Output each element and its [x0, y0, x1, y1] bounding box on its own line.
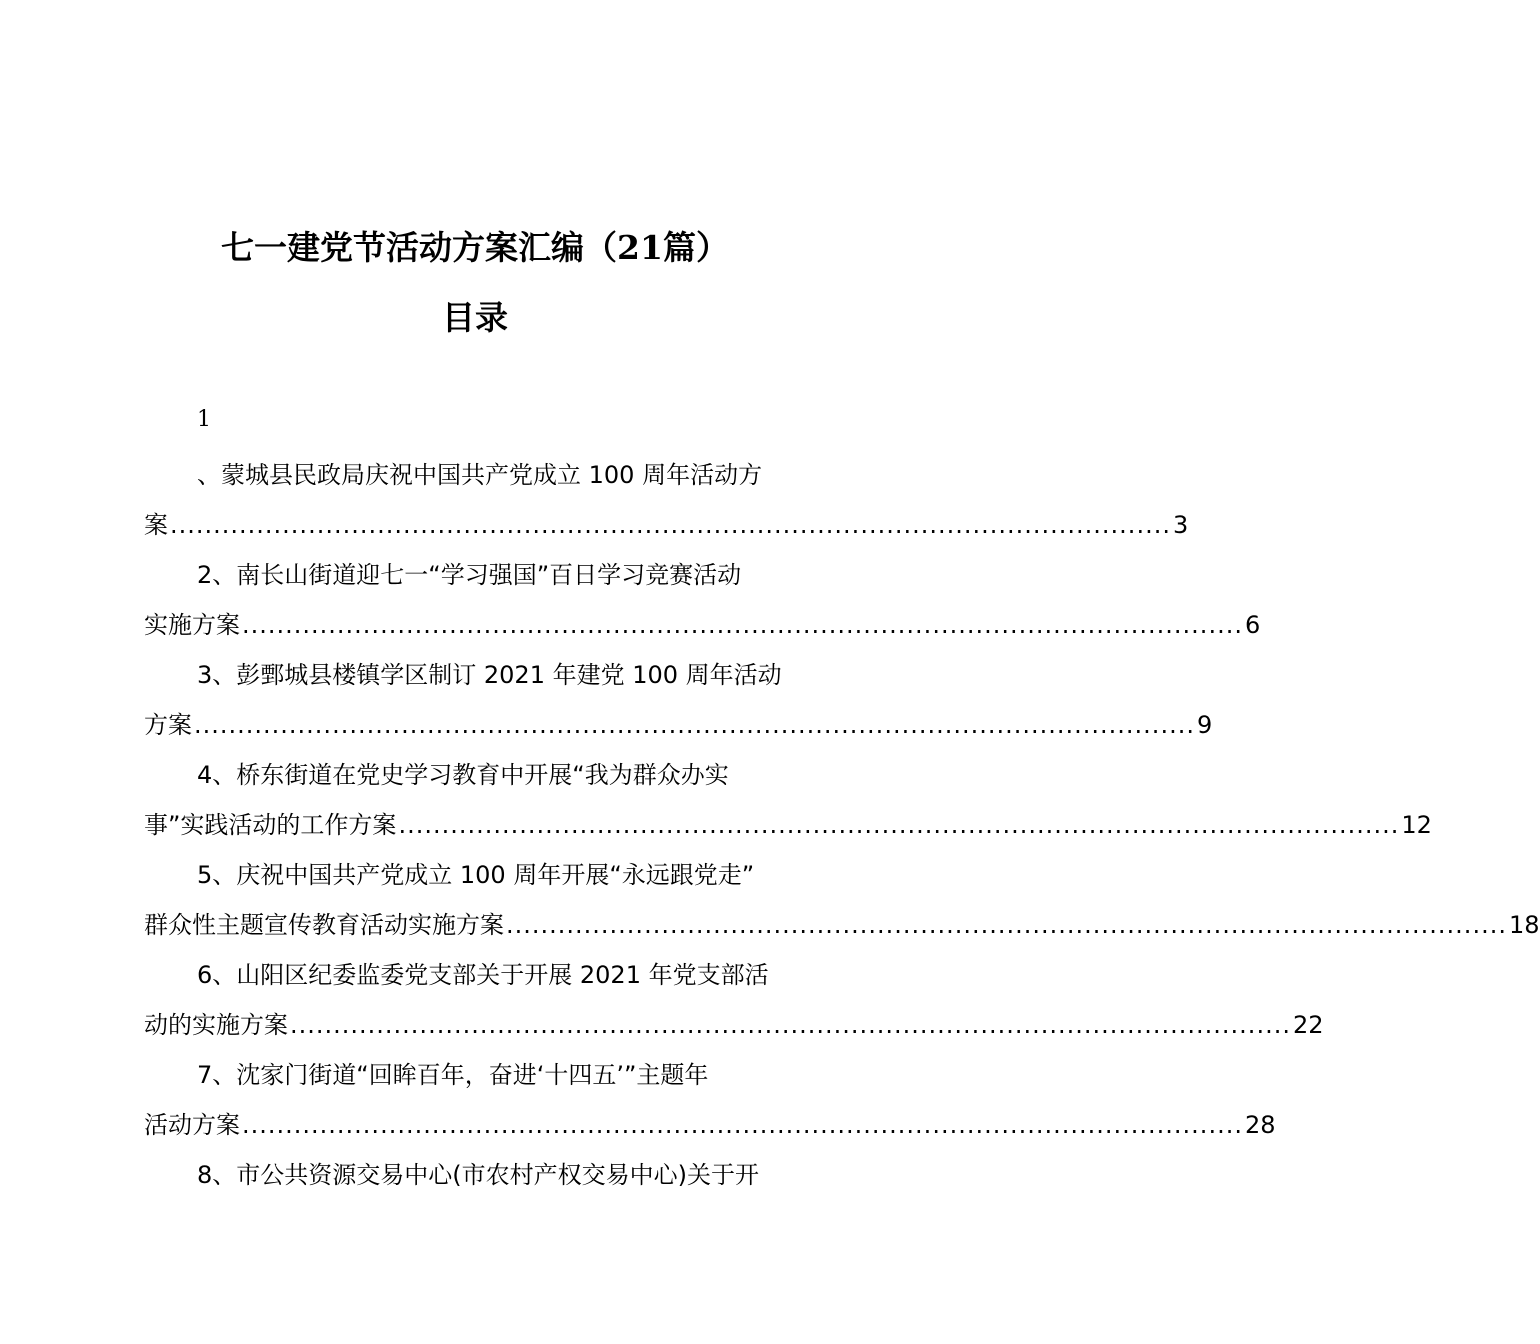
page-number: 9	[1196, 711, 1213, 739]
toc-entry-title: 4、桥东街道在党史学习教育中开展“我为群众办实	[197, 761, 729, 789]
toc-entry-title: 7、沈家门街道“回眸百年，奋进‘十四五’”主题年	[197, 1061, 709, 1089]
table-of-contents	[144, 450, 1540, 1200]
toc-entry-5[interactable]	[144, 850, 1540, 950]
toc-entry-8[interactable]	[144, 1150, 807, 1200]
page-number: 3	[1172, 511, 1189, 539]
dot-leader: ....................................................................................................................	[290, 1011, 1291, 1039]
dot-leader: ....................................................................................................................	[242, 1111, 1243, 1139]
toc-entry-1[interactable]	[144, 450, 1189, 550]
toc-entry-title-cont: 方案	[144, 711, 192, 739]
page-number: 6	[1244, 611, 1261, 639]
toc-entry-3[interactable]	[144, 650, 1213, 750]
dot-leader: ....................................................................................................................	[194, 711, 1195, 739]
toc-entry-title-cont: 实施方案	[144, 611, 240, 639]
toc-entry-title: 、蒙城县民政局庆祝中国共产党成立 100 周年活动方	[197, 461, 763, 489]
toc-entry-title-cont: 动的实施方案	[144, 1011, 288, 1039]
dot-leader: ....................................................................................................................	[170, 511, 1171, 539]
document-title: 七一建党节活动方案汇编（21篇）	[221, 228, 729, 267]
dot-leader: ....................................................................................................................	[506, 911, 1507, 939]
dot-leader: ....................................................................................................................	[242, 611, 1243, 639]
toc-entry-title: 8、市公共资源交易中心(市农村产权交易中心)关于开	[197, 1161, 759, 1189]
page-number: 12	[1401, 811, 1432, 839]
toc-entry-title: 5、庆祝中国共产党成立 100 周年开展“永远跟党走”	[197, 861, 755, 889]
toc-entry-title: 6、山阳区纪委监委党支部关于开展 2021 年党支部活	[197, 961, 769, 989]
toc-entry-title-cont: 事”实践活动的工作方案	[144, 811, 397, 839]
page-number: 28	[1244, 1111, 1276, 1139]
page-number: 18	[1508, 911, 1540, 939]
toc-entry-title-cont: 群众性主题宣传教育活动实施方案	[144, 911, 504, 939]
toc-entry-2[interactable]	[144, 550, 1261, 650]
toc-entry-7[interactable]	[144, 1050, 1276, 1150]
entry-number: 1	[197, 407, 211, 432]
toc-entry-4[interactable]	[144, 750, 1432, 850]
toc-heading: 目录	[442, 298, 508, 337]
toc-entry-title: 2、南长山街道迎七一“学习强国”百日学习竞赛活动	[197, 561, 742, 589]
dot-leader: ....................................................................................................................	[398, 811, 1400, 839]
toc-entry-title: 3、彭鄄城县楼镇学区制订 2021 年建党 100 周年活动	[197, 661, 782, 689]
toc-entry-6[interactable]	[144, 950, 1324, 1050]
toc-entry-title-cont: 案	[144, 511, 168, 539]
page-number: 22	[1292, 1011, 1324, 1039]
toc-entry-title-cont: 活动方案	[144, 1111, 240, 1139]
